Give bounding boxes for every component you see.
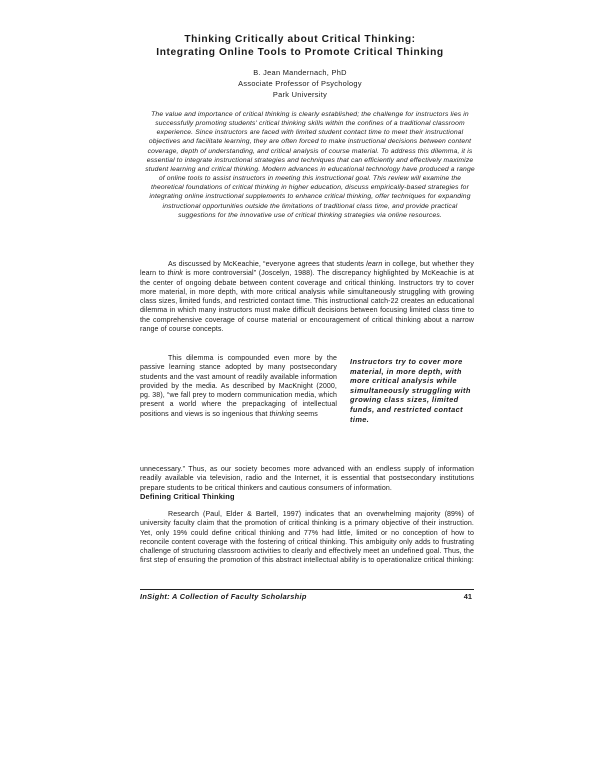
abstract: The value and importance of critical thinking is clearly established; the challenge for instructors lies in successfully promoting students' critical thinking skills within the confines of a traditional classroom experience. Since instructors are faced with limited student contact time to meet their instructional objectives and facilitate learning, they are often forced to make instructional decisions between content coverage, depth of understanding, and critical analysis of course material. To address this dilemma, it is essential to integrate instructional strategies and techniques that can efficiently and effectively maximize student learning and critical thinking. Modern advances in educational technology have produced a range of online tools to assist instructors in meeting this instructional goal. This review will examine the theoretical foundations of critical thinking in higher education, discuss empirically-based strategies for integrating online instructional supplements to enhance critical thinking, offer techniques for expanding instructional opportunities outside the limitations of traditional class time, and provide practical suggestions for the innovative use of critical thinking strategies via online resources. (145, 111, 475, 219)
para1-text-b: in college, but whether they learn to (140, 261, 474, 278)
body-paragraph-2 (140, 354, 337, 419)
author-affiliation: Park University (272, 90, 328, 99)
body-paragraph-1 (140, 260, 474, 334)
section-heading: Defining Critical Thinking (140, 492, 235, 501)
para3-text: Research (Paul, Elder & Bartell, 1997) indicates that an overwhelming majority (89%) of university faculty claim that the promotion of critical thinking is a primary objective of their instruction. Yet, only 19% could define critical thinking and 77% had little, limited or no conception of how to reconcile content coverage with the fostering of critical thinking. This ambiguity only adds to frustrating challenge of structuring classroom activities to clearly and effectively meet an undefined goal. Thus, the first step of ensuring the promotion of this abstract intellectual ability is to operationalize critical thinking: (140, 511, 474, 565)
footer-divider (140, 589, 474, 590)
paper-title-line-2: Integrating Online Tools to Promote Critical Thinking (156, 47, 444, 58)
author-name: B. Jean Mandernach, PhD (253, 68, 347, 77)
body-paragraph-2-continued (140, 465, 474, 493)
paper-title-line-1: Thinking Critically about Critical Thinking: (184, 34, 416, 45)
para2-text-b: seems (294, 410, 318, 418)
author-position: Associate Professor of Psychology (238, 79, 362, 88)
para2-text-a: This dilemma is compounded even more by the passive learning stance adopted by many postsecondary students and the vast amount of readily available information provided by the media. As described by MacKnight (2000, pg. 38), “we fall prey to modern communication media, which present a world where the prepackaging of intellectual positions and views is so ingenious that (140, 355, 337, 418)
para1-emphasis-learn: learn (366, 261, 383, 268)
para2-continued-text: unnecessary.” Thus, as our society becomes more advanced with an endless supply of information readily available via television, radio and the Internet, it is essential that postsecondary institutions prepare students to be critical thinkers and cautious consumers of information. (140, 466, 474, 492)
para1-text-c: is more controversial” (Joscelyn, 1988). The discrepancy highlighted by McKeachie is at the center of ongoing debate between content coverage and critical thinking. Instructors try to cover more material, in more depth, with more critical analysis while simultaneously struggling with growing class sizes, limited funds, and restricted contact time. This instructional catch-22 creates an educational dilemma in which many instructors must make difficult decisions between focusing limited class time to the comprehensive coverage of course material or encouragement of critical thinking about a narrow range of course concepts. (140, 270, 474, 333)
para1-text-a: As discussed by McKeachie, “everyone agrees that students (168, 261, 367, 268)
pull-quote: Instructors try to cover more material, in more depth, with more critical analysis while simultaneously struggling with growing class sizes, limited funds, and restricted contact time. (350, 357, 471, 424)
page-number: 41 (463, 592, 472, 601)
para1-emphasis-think: think (167, 270, 183, 278)
body-paragraph-3 (140, 510, 474, 566)
para2-emphasis-thinking: thinking (269, 410, 295, 418)
footer-journal-title: InSight: A Collection of Faculty Scholarship (140, 592, 307, 601)
